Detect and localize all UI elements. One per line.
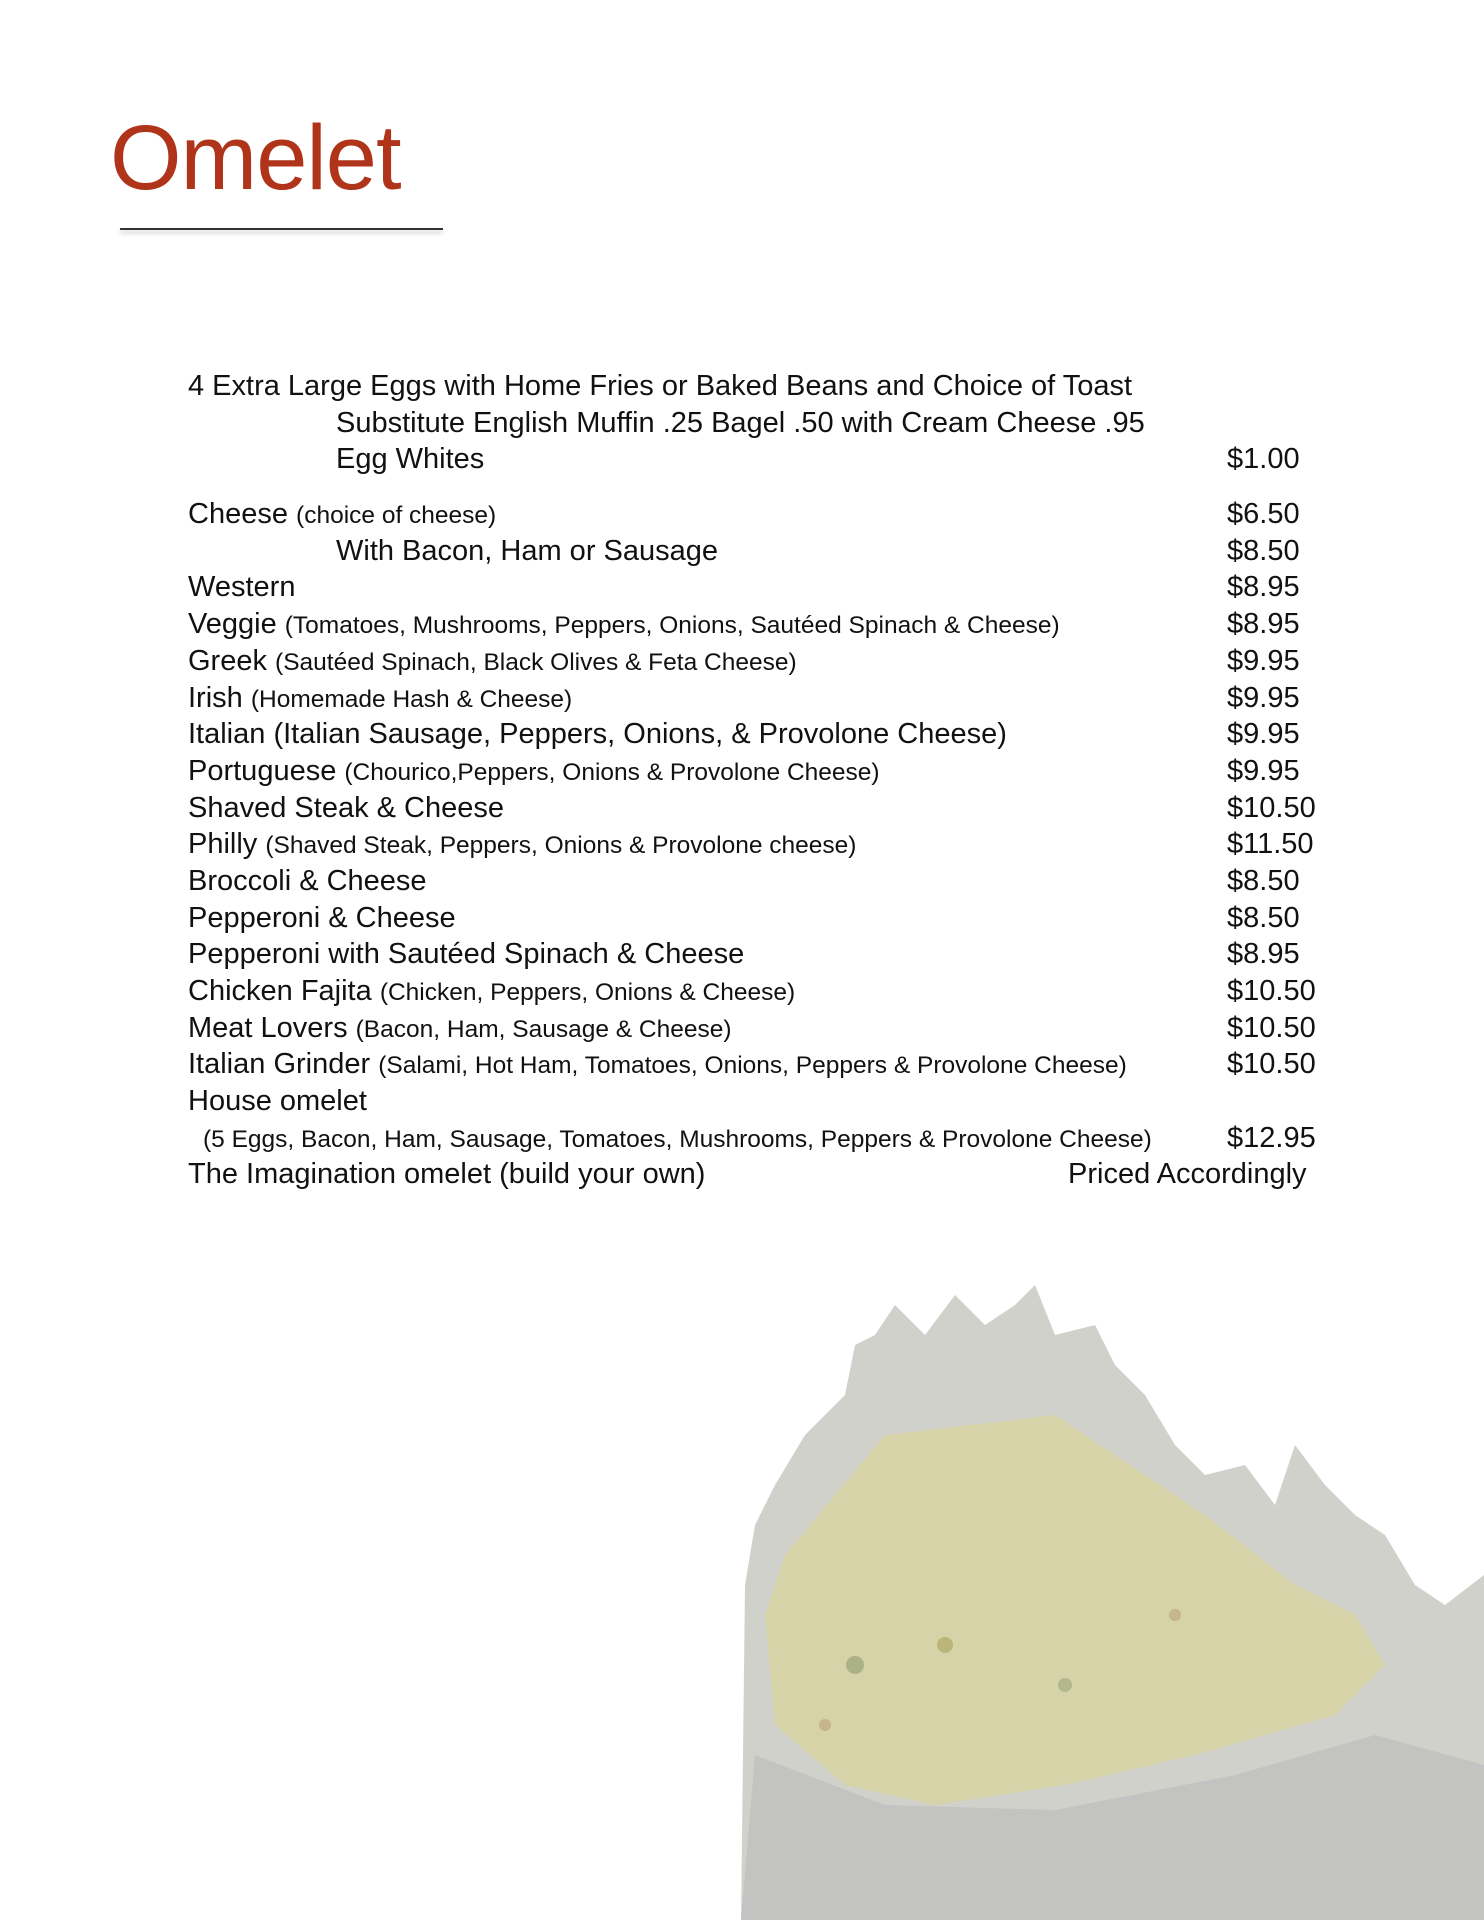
item-name: With Bacon, Ham or Sausage	[336, 534, 719, 567]
menu-item	[188, 753, 1338, 790]
egg-whites-label: Egg Whites	[336, 443, 485, 476]
menu-item	[188, 900, 1338, 937]
item-price: $9.95	[1227, 681, 1300, 714]
menu-item	[188, 826, 1338, 863]
item-price: $10.50	[1227, 975, 1316, 1007]
item-name: Italian Grinder	[188, 1048, 371, 1081]
item-name: Greek	[188, 644, 267, 677]
menu-item	[188, 569, 1338, 606]
item-name: Veggie	[188, 608, 277, 641]
item-price: $6.50	[1227, 498, 1300, 531]
item-description: (choice of cheese)	[296, 502, 497, 530]
item-name: Irish	[188, 681, 243, 714]
item-description: (Shaved Steak, Peppers, Onions & Provolone cheese)	[265, 832, 857, 860]
item-price: $8.50	[1227, 901, 1300, 934]
item-name: Cheese	[188, 498, 288, 531]
omelet-menu	[188, 368, 1338, 1193]
egg-whites-price: $1.00	[1227, 443, 1300, 476]
item-name: Broccoli & Cheese	[188, 864, 427, 897]
item-price: $12.95	[1227, 1121, 1316, 1154]
menu-item	[188, 533, 1338, 570]
item-price: $10.50	[1227, 791, 1316, 824]
item-name: Western	[188, 571, 296, 604]
item-description: (Tomatoes, Mushrooms, Peppers, Onions, Sautéed Spinach & Cheese)	[284, 612, 1060, 640]
substitute-text: Substitute English Muffin .25 Bagel .50 with Cream Cheese .95	[336, 406, 1145, 439]
menu-item	[188, 1156, 1338, 1193]
item-price: $10.50	[1227, 1048, 1316, 1081]
item-description: (Homemade Hash & Cheese)	[250, 685, 573, 713]
item-name: Meat Lovers	[188, 1011, 348, 1044]
menu-item	[188, 1046, 1338, 1083]
item-description: (Sautéed Spinach, Black Olives & Feta Cheese)	[275, 648, 797, 676]
menu-item	[188, 936, 1338, 973]
menu-item	[188, 606, 1338, 643]
item-price: $8.95	[1227, 571, 1300, 604]
item-price: $9.95	[1227, 718, 1300, 751]
menu-item	[188, 1083, 1338, 1120]
item-price: $8.95	[1227, 938, 1300, 971]
item-name: Pepperoni & Cheese	[188, 901, 456, 934]
item-name: Philly	[188, 828, 258, 861]
substitute-line	[188, 405, 1338, 442]
item-price: $9.95	[1227, 644, 1300, 677]
item-description: (Bacon, Ham, Sausage & Cheese)	[355, 1015, 732, 1043]
menu-item	[188, 863, 1338, 900]
intro-line	[188, 368, 1338, 405]
item-price: Priced Accordingly	[1068, 1158, 1307, 1191]
item-description: (Salami, Hot Ham, Tomatoes, Onions, Peppers & Provolone Cheese)	[378, 1052, 1127, 1080]
menu-item	[188, 716, 1338, 753]
omelet-photo	[735, 1285, 1484, 1920]
item-description: (Chourico,Peppers, Onions & Provolone Cheese)	[344, 758, 880, 786]
item-price: $8.95	[1227, 608, 1300, 641]
item-description: (Chicken, Peppers, Onions & Cheese)	[379, 979, 796, 1006]
item-description: (5 Eggs, Bacon, Ham, Sausage, Tomatoes, Mushrooms, Peppers & Provolone Cheese)	[203, 1125, 1152, 1153]
menu-item	[188, 1120, 1338, 1157]
item-price: $8.50	[1227, 534, 1300, 567]
menu-item	[188, 1010, 1338, 1047]
item-name: The Imagination omelet (build your own)	[188, 1158, 706, 1191]
item-name: Italian (Italian Sausage, Peppers, Onions, & Provolone Cheese)	[188, 718, 1007, 751]
item-price: $9.95	[1227, 754, 1300, 787]
item-name: Shaved Steak & Cheese	[188, 791, 504, 824]
menu-item	[188, 680, 1338, 717]
title-underline	[120, 228, 443, 230]
item-price: $8.50	[1227, 864, 1300, 897]
item-price: $11.50	[1227, 828, 1314, 861]
item-name: Pepperoni with Sautéed Spinach & Cheese	[188, 938, 745, 971]
egg-whites-line	[188, 441, 1338, 478]
item-name: Portuguese	[188, 754, 337, 787]
intro-text: 4 Extra Large Eggs with Home Fries or Baked Beans and Choice of Toast	[188, 370, 1133, 402]
item-name: Chicken Fajita	[188, 975, 372, 1007]
menu-item	[188, 973, 1338, 1010]
menu-item	[188, 496, 1338, 533]
menu-item	[188, 790, 1338, 827]
page-title: Omelet	[110, 107, 401, 209]
menu-item	[188, 643, 1338, 680]
item-name: House omelet	[188, 1085, 367, 1118]
item-price: $10.50	[1227, 1011, 1316, 1044]
